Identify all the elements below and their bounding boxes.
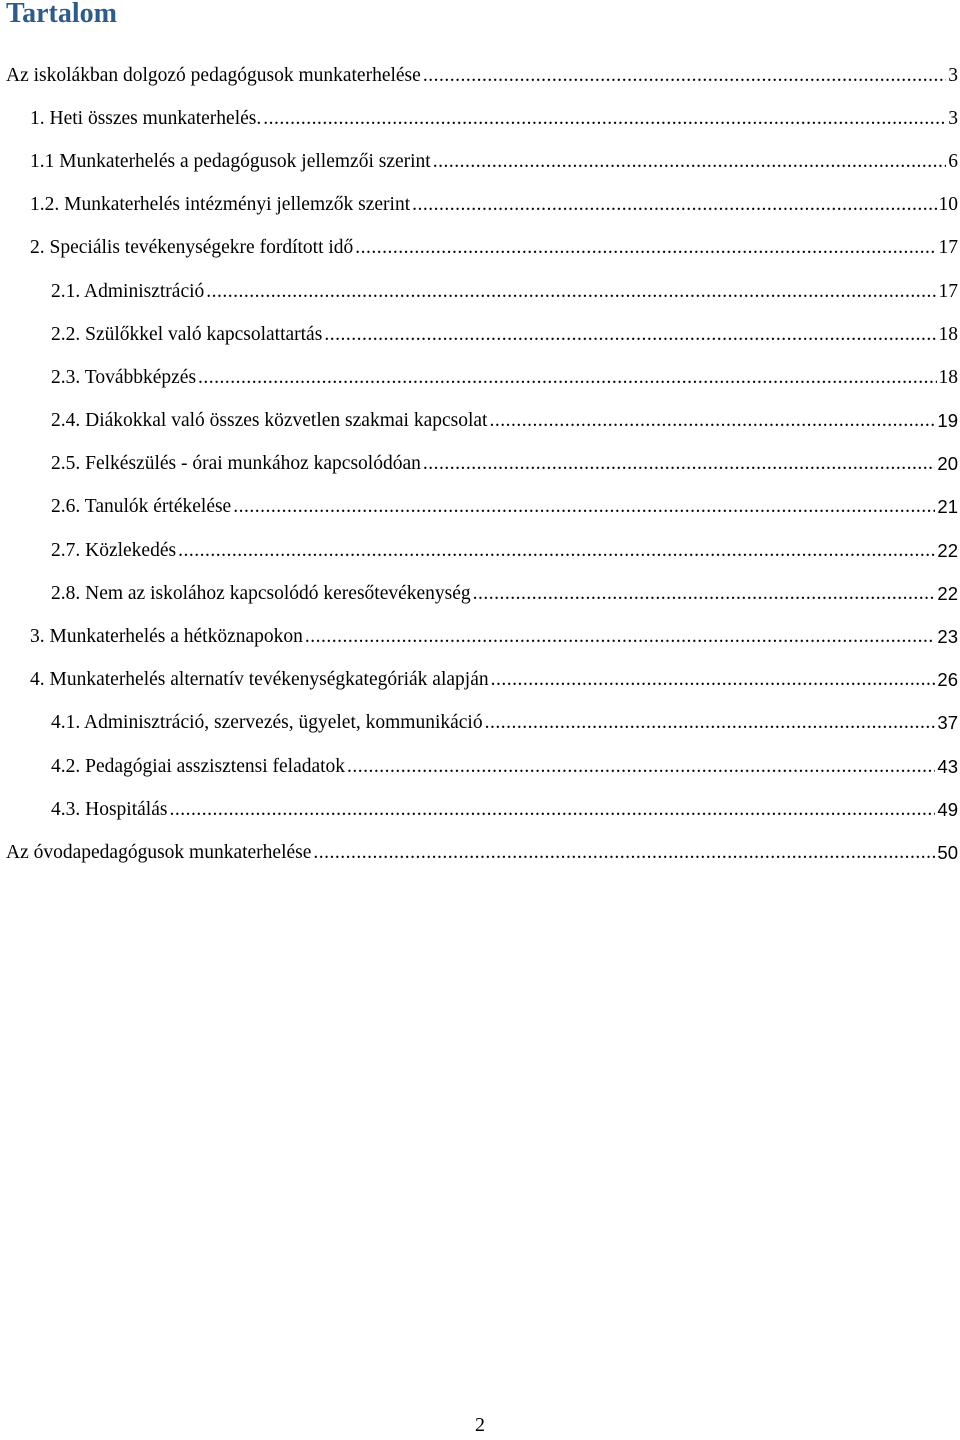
toc-entry[interactable] [0, 313, 960, 356]
toc-leader-dots [347, 756, 935, 778]
toc-title: Tartalom [6, 0, 117, 34]
toc-entry-label: 2.3. Továbbképzés [51, 367, 196, 389]
toc-entry-label: Az iskolákban dolgozó pedagógusok munkaterhelése [6, 65, 421, 87]
toc-entry-page: 18 [939, 367, 960, 389]
toc-entry-page: 3 [948, 65, 960, 87]
toc-leader-dots [169, 799, 935, 821]
toc-entry-label: 1. Heti összes munkaterhelés. [30, 108, 261, 130]
toc-leader-dots [412, 194, 936, 216]
toc-leader-dots [305, 626, 936, 648]
toc-entry-page: 19 [937, 410, 960, 432]
toc-leader-dots [206, 281, 936, 303]
toc-entry-page: 22 [937, 583, 960, 605]
toc-entry-label: 4.3. Hospitálás [51, 799, 167, 821]
toc-entry[interactable] [0, 745, 960, 788]
toc-entry-label: 2.7. Közlekedés [51, 540, 176, 562]
toc-entry-label: 2.4. Diákokkal való összes közvetlen szakmai kapcsolat [51, 410, 487, 432]
toc-entry-label: 1.2. Munkaterhelés intézményi jellemzők szerint [30, 194, 410, 216]
toc-entry[interactable] [0, 400, 960, 443]
toc-entry-page: 22 [937, 540, 960, 562]
toc-entry-page: 17 [939, 281, 960, 303]
toc-list [0, 54, 960, 875]
toc-entry[interactable] [0, 356, 960, 399]
toc-entry-page: 26 [937, 669, 960, 691]
toc-entry[interactable] [0, 227, 960, 270]
toc-entry-label: 4. Munkaterhelés alternatív tevékenységkategóriák alapján [30, 669, 489, 691]
toc-entry[interactable] [0, 529, 960, 572]
toc-leader-dots [491, 669, 936, 691]
toc-entry-page: 3 [948, 108, 960, 130]
toc-entry-page: 6 [948, 151, 960, 173]
toc-entry[interactable] [0, 443, 960, 486]
toc-entry[interactable] [0, 97, 960, 140]
toc-leader-dots [433, 151, 947, 173]
toc-entry-label: 2.8. Nem az iskolához kapcsolódó keresőtevékenység [51, 583, 471, 605]
toc-entry-label: 3. Munkaterhelés a hétköznapokon [30, 626, 303, 648]
toc-entry[interactable] [0, 140, 960, 183]
toc-entry-label: Az óvodapedagógusok munkaterhelése [6, 842, 311, 864]
toc-entry[interactable] [0, 702, 960, 745]
toc-entry-label: 2. Speciális tevékenységekre fordított idő [30, 237, 353, 259]
toc-entry[interactable] [0, 184, 960, 227]
toc-entry-page: 23 [937, 626, 960, 648]
toc-entry-page: 43 [937, 756, 960, 778]
toc-entry[interactable] [0, 831, 960, 874]
toc-entry[interactable] [0, 54, 960, 97]
toc-entry-label: 2.5. Felkészülés - órai munkához kapcsolódóan [51, 453, 421, 475]
toc-leader-dots [324, 324, 936, 346]
toc-leader-dots [198, 367, 936, 389]
toc-entry-label: 1.1 Munkaterhelés a pedagógusok jellemzői szerint [30, 151, 431, 173]
toc-entry-label: 4.2. Pedagógiai asszisztensi feladatok [51, 756, 345, 778]
toc-leader-dots [485, 712, 936, 734]
toc-entry-page: 17 [939, 237, 960, 259]
toc-leader-dots [423, 65, 946, 87]
toc-entry-label: 2.6. Tanulók értékelése [51, 496, 231, 518]
toc-entry[interactable] [0, 486, 960, 529]
toc-entry-page: 21 [937, 496, 960, 518]
toc-entry-page: 50 [937, 842, 960, 864]
toc-leader-dots [355, 237, 936, 259]
toc-leader-dots [423, 453, 936, 475]
toc-leader-dots [313, 842, 935, 864]
toc-leader-dots [178, 540, 935, 562]
toc-entry-label: 2.2. Szülőkkel való kapcsolattartás [51, 324, 322, 346]
toc-entry[interactable] [0, 615, 960, 658]
toc-entry-label: 4.1. Adminisztráció, szervezés, ügyelet, kommunikáció [51, 712, 483, 734]
toc-entry[interactable] [0, 270, 960, 313]
toc-entry-page: 10 [939, 194, 960, 216]
toc-leader-dots [489, 410, 935, 432]
toc-entry[interactable] [0, 659, 960, 702]
toc-leader-dots [473, 583, 936, 605]
toc-leader-dots [233, 496, 935, 518]
toc-entry-label: 2.1. Adminisztráció [51, 281, 204, 303]
toc-entry-page: 18 [939, 324, 960, 346]
toc-entry[interactable] [0, 788, 960, 831]
toc-entry-page: 49 [937, 799, 960, 821]
toc-entry-page: 20 [937, 453, 960, 475]
toc-entry[interactable] [0, 572, 960, 615]
page-number: 2 [0, 1410, 960, 1440]
toc-leader-dots [263, 108, 946, 130]
toc-entry-page: 37 [937, 712, 960, 734]
